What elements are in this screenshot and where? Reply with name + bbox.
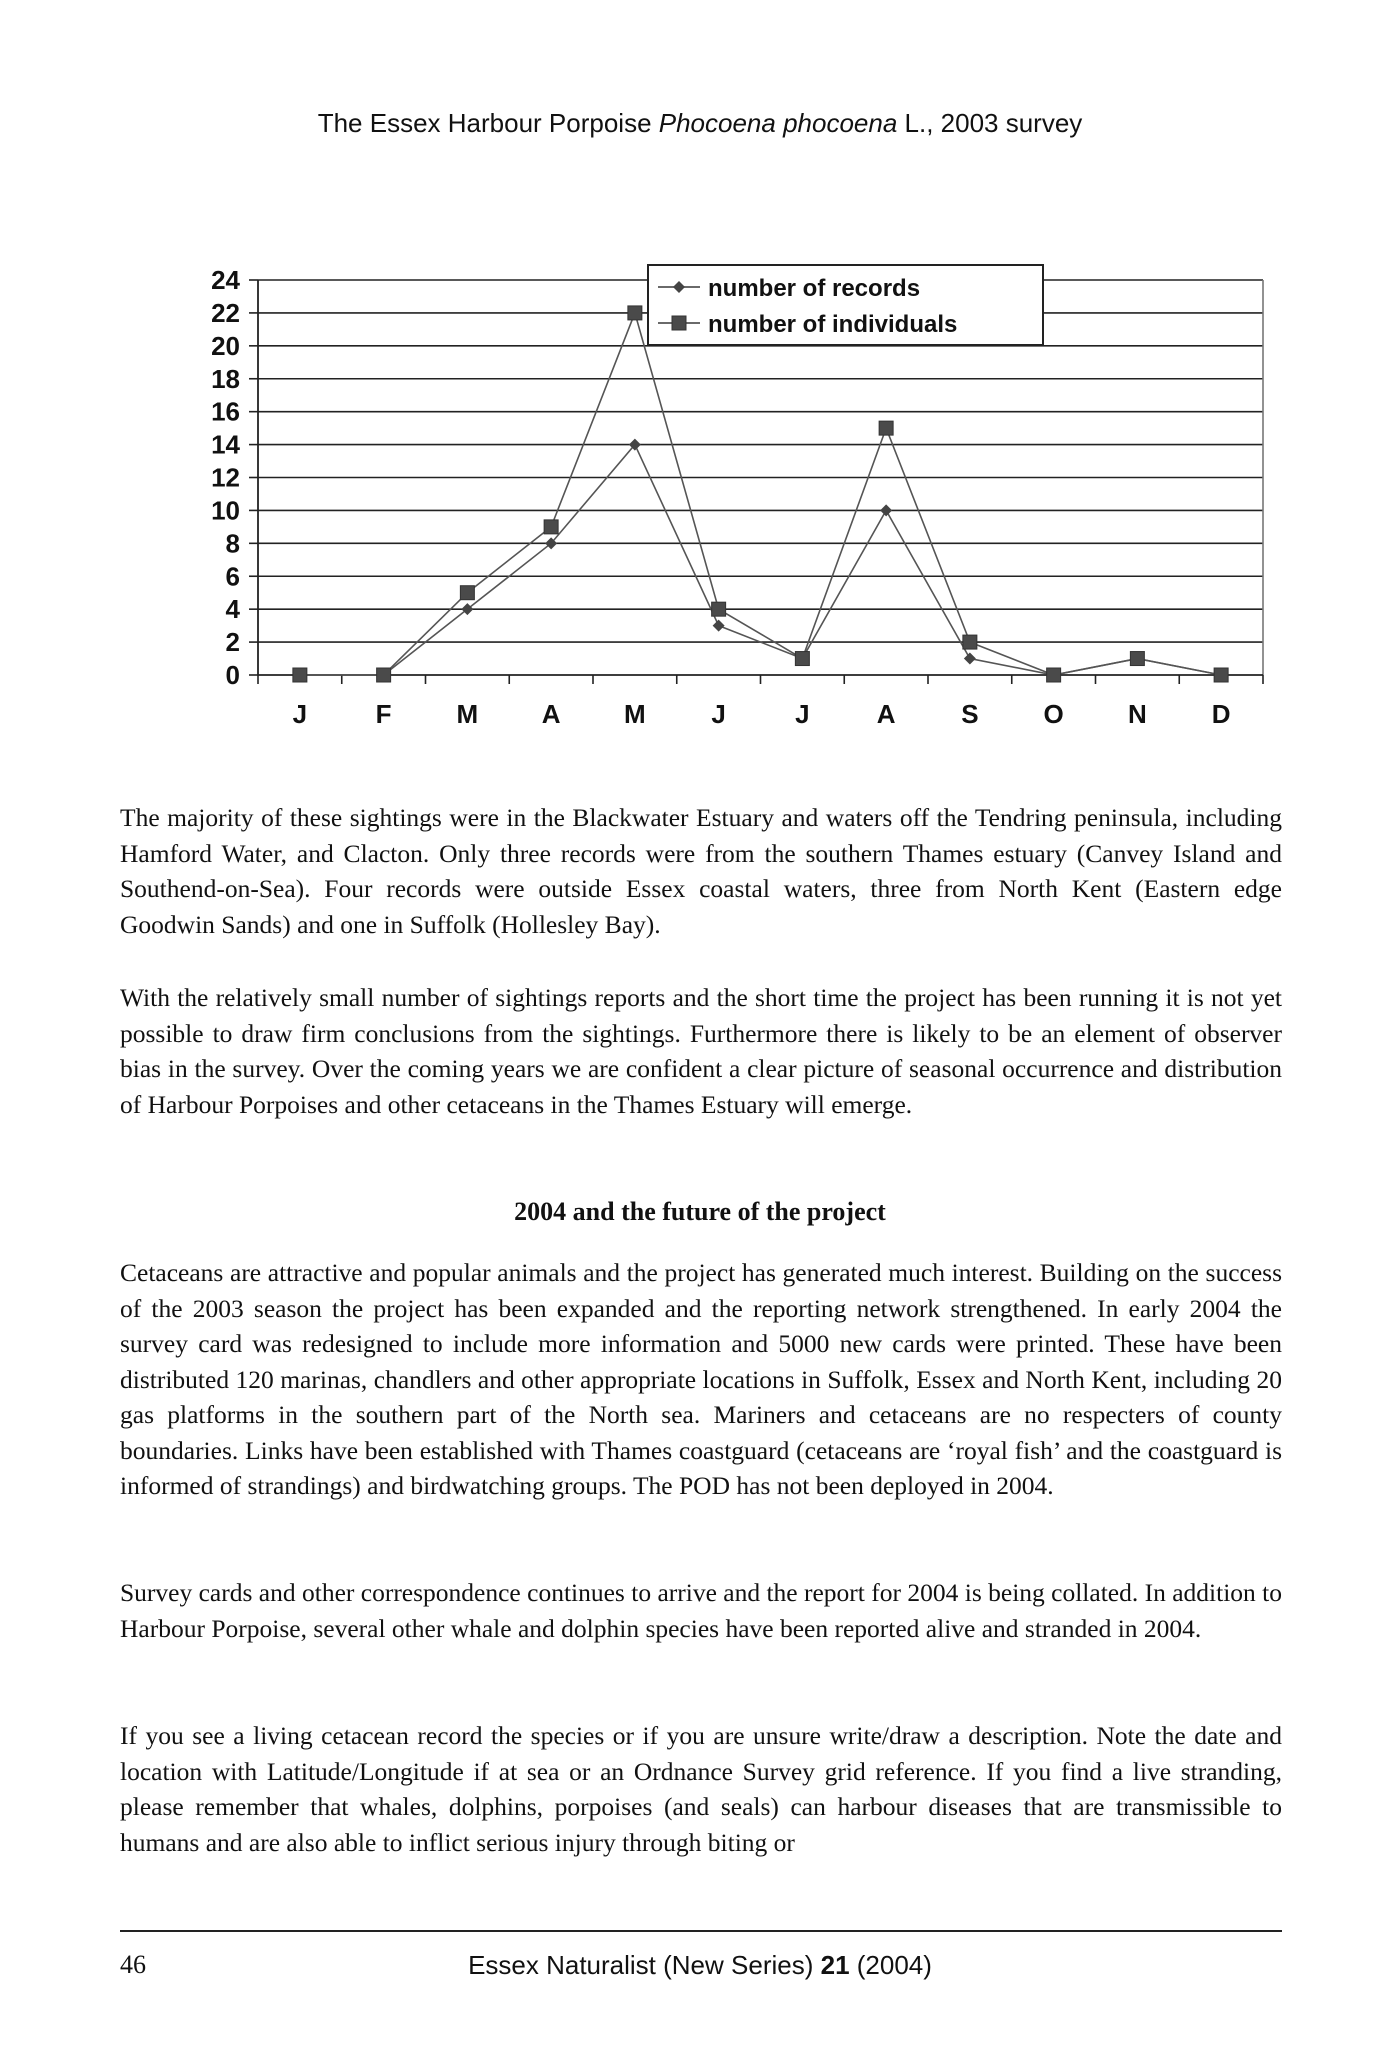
x-tick-label: S — [961, 699, 979, 729]
x-tick-label: J — [292, 699, 308, 729]
legend-label: number of individuals — [708, 311, 958, 338]
individuals-data-point — [628, 306, 642, 320]
journal-volume: 21 — [820, 1950, 850, 1980]
section-heading: 2004 and the future of the project — [514, 1197, 886, 1226]
y-tick-label: 14 — [211, 429, 240, 460]
x-tick-label: J — [711, 699, 726, 729]
y-tick-label: 16 — [211, 396, 240, 427]
paragraph-sighting-locations: The majority of these sightings were in the Blackwater Estuary and waters off the Tendring peninsula, including Hamford Water, and Clacton. Only three records were from the southern Thames estuary (Canvey Island and Southend-on-Sea). Four records were outside Essex coastal waters, three from North Kent (Eastern edge Goodwin Sands) and one in Suffolk (Hollesley Bay). — [120, 803, 1282, 939]
records-data-point — [964, 653, 976, 665]
individuals-data-point — [963, 635, 977, 649]
journal-citation — [0, 1950, 1400, 1981]
paragraph-conclusions: With the relatively small number of sightings reports and the short time the project has been running it is not yet possible to draw firm conclusions from the sightings. Furthermore there is likely to be an element of observer bias in the survey. Over the coming years we are confident a clear picture of seasonal occurrence and distribution of Harbour Porpoises and other cetaceans in the Thames Estuary will emerge. — [120, 983, 1282, 1119]
individuals-series-line — [300, 313, 1221, 675]
y-tick-label: 10 — [211, 495, 240, 526]
x-tick-label: M — [456, 699, 479, 729]
page-number: 46 — [120, 1950, 146, 1979]
x-tick-label: M — [624, 699, 646, 729]
y-tick-label: 12 — [211, 462, 240, 493]
individuals-data-point — [712, 602, 726, 616]
individuals-data-point — [544, 520, 558, 534]
running-head — [0, 108, 1400, 139]
legend-label: number of records — [708, 275, 921, 302]
x-tick-label: D — [1211, 699, 1231, 729]
records-data-point — [880, 504, 892, 516]
y-tick-label: 6 — [225, 561, 240, 592]
individuals-data-point — [1047, 668, 1061, 682]
individuals-data-point — [795, 652, 809, 666]
x-tick-label: F — [375, 699, 392, 729]
legend-marker — [672, 316, 686, 330]
paragraph-project-expansion: Cetaceans are attractive and popular animals and the project has generated much interest. Building on the success of the 2003 season the project has been expanded and the reporting network strengthened. In early 2004 the survey card was redesigned to include more information and 5000 new cards were printed. These have been distributed 120 marinas, chandlers and other appropriate locations in Suffolk, Essex and North Kent, including 20 gas platforms in the southern part of the North sea. Mariners and cetaceans are no respecters of county boundaries. Links have been established with Thames coastguard (cetaceans are ‘royal fish’ and the coastguard is informed of strandings) and birdwatching groups. The POD has not been deployed in 2004. — [120, 1258, 1282, 1500]
individuals-data-point — [293, 668, 307, 682]
paragraph-stranding-advice: If you see a living cetacean record the species or if you are unsure write/draw a description. Note the date and location with Latitude/Longitude if at sea or an Ordnance Survey grid reference. If you find a live stranding, please remember that whales, dolphins, porpoises (and seals) can harbour diseases that are transmissible to humans and are also able to inflict serious injury through biting or — [120, 1721, 1282, 1857]
journal-name: Essex Naturalist (New Series) — [468, 1950, 821, 1980]
y-tick-label: 8 — [225, 528, 240, 559]
records-data-point — [713, 620, 725, 632]
running-head-text: The Essex Harbour Porpoise — [317, 108, 659, 138]
y-tick-label: 2 — [225, 627, 240, 658]
footer-rule — [120, 1930, 1282, 1932]
individuals-data-point — [460, 586, 474, 600]
journal-year: (2004) — [849, 1950, 932, 1980]
x-tick-label: N — [1127, 699, 1147, 729]
individuals-data-point — [1130, 652, 1144, 666]
y-tick-label: 22 — [211, 297, 240, 328]
x-tick-label: A — [541, 699, 561, 729]
monthly-sightings-chart — [190, 255, 1270, 755]
y-tick-label: 18 — [211, 363, 240, 394]
species-name: Phocoena phocoena — [658, 108, 898, 138]
x-tick-label: J — [795, 699, 810, 729]
paragraph-survey-cards: Survey cards and other correspondence continues to arrive and the report for 2004 is being collated. In addition to Harbour Porpoise, several other whale and dolphin species have been reported alive and stranded in 2004. — [120, 1578, 1283, 1643]
individuals-data-point — [1214, 668, 1228, 682]
x-tick-label: O — [1043, 699, 1064, 729]
y-tick-label: 0 — [225, 660, 240, 690]
individuals-data-point — [879, 421, 893, 435]
y-tick-label: 24 — [211, 265, 240, 295]
running-head-text-end: L., 2003 survey — [897, 108, 1083, 138]
x-tick-label: A — [876, 699, 896, 729]
individuals-data-point — [377, 668, 391, 682]
y-tick-label: 20 — [211, 330, 240, 361]
y-tick-label: 4 — [225, 594, 240, 625]
